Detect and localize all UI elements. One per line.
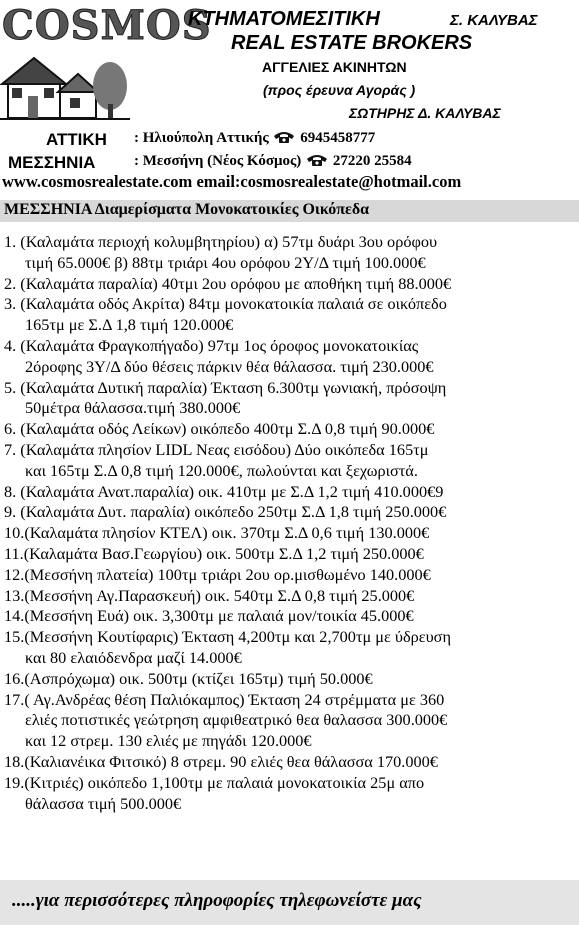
footer-banner: [0, 880, 579, 925]
office-attiki-place: : Ηλιούπολη Αττικής: [134, 130, 269, 146]
listing-item: [4, 606, 578, 627]
owner-name: ΣΩΤΗΡΗΣ Δ. ΚΑΛΥΒΑΣ: [349, 105, 501, 121]
region-attiki: ΑΤΤΙΚΗ: [46, 130, 107, 149]
header-line-ads: ΑΓΓΕΛΙΕΣ ΑΚΙΝΗΤΩΝ: [262, 59, 407, 75]
office-messinia-phone[interactable]: 27220 25584: [332, 153, 412, 169]
listing-line: 6. (Καλαμάτα οδός Λείκων) οικόπεδο 400τμ Σ.Δ 0,8 τιμή 90.000€: [4, 419, 435, 439]
listing-line: 7. (Καλαμάτα πλησίον LIDL Νεας εισόδου) Δύο οικόπεδα 165τμ: [4, 439, 429, 459]
section-header: [0, 200, 579, 222]
listing-line: 15.(Μεσσήνη Κουτίφαρις) Έκταση 4,200τμ και 2,700τμ με ύδρευση: [4, 627, 451, 647]
listing-line: ελιές ποτιστικές γεώτρηση αμφιθεατρικό θεα θαλασσα 300.000€: [25, 710, 448, 730]
listing-item: [4, 523, 578, 544]
office-attiki-phone[interactable]: 6945458777: [300, 130, 376, 146]
listing-item: [4, 502, 578, 523]
region-messinia: ΜΕΣΣΗΝΙΑ: [8, 153, 96, 172]
office-messinia-line: [134, 153, 412, 170]
listing-item: [4, 232, 578, 274]
contact-line: [2, 172, 461, 192]
listing-item: [4, 752, 578, 773]
listing-line: θάλασσα τιμή 500.000€: [25, 793, 182, 813]
company-title: ΚΤΗΜΑΤΟΜΕΣΙΤΙΚΗ: [188, 8, 380, 30]
listing-line: 18.(Καλιανέικα Φιτσικό) 8 στρεμ. 90 ελιές θεα θάλασσα 170.000€: [4, 751, 438, 771]
listing-line: 16.(Ασπρόχωμα) οικ. 500τμ (κτίζει 165τμ) τιμή 50.000€: [4, 668, 373, 688]
listing-line: 2. (Καλαμάτα παραλία) 40τμι 2ου ορόφου με αποθήκη τιμή 88.000€: [4, 273, 452, 293]
listing-item: [4, 440, 578, 482]
listing-line: και 80 ελαιόδενδρα μαζί 14.000€: [25, 647, 242, 667]
office-attiki-line: [134, 130, 375, 147]
listing-line: 14.(Μεσσήνη Ευά) οικ. 3,300τμ με παλαιά μον/τοικία 45.000€: [4, 606, 414, 626]
listing-item: [4, 336, 578, 378]
listing-line: τιμή 65.000€ β) 88τμ τριάρι 4ου ορόφου 2Υ/Δ τιμή 100.000€: [25, 252, 426, 272]
listing-line: 19.(Κιτριές) οικόπεδο 1,100τμ με παλαιά μονοκατοικία 25μ απο: [4, 772, 425, 792]
phone-icon: [272, 130, 296, 144]
listing-item: [4, 482, 578, 503]
section-title: ΜΕΣΣΗΝΙΑ Διαμερίσματα Μονοκατοικίες Οικόπεδα: [4, 201, 370, 218]
listing-line: 165τμ με Σ.Δ 1,8 τιμή 120.000€: [25, 315, 234, 335]
listing-item: [4, 294, 578, 336]
office-messinia-place: : Μεσσήνη (Νέος Κόσμος): [134, 153, 302, 169]
listing-item: [4, 419, 578, 440]
listing-item: [4, 690, 578, 752]
listing-item: [4, 274, 578, 295]
listing-line: 12.(Μεσσήνη πλατεία) 100τμ τριάρι 2ου ορ.μισθωμένο 140.000€: [4, 564, 431, 584]
listing-line: 1. (Καλαμάτα περιοχή κολυμβητηρίου) α) 57τμ δυάρι 3ου ορόφου: [4, 232, 438, 251]
listing-item: [4, 627, 578, 669]
email-link[interactable]: email:cosmosrealestate@hotmail.com: [196, 172, 462, 191]
listing-line: 11.(Καλαμάτα Βασ.Γεωργίου) οικ. 500τμ Σ.Δ 1,2 τιμή 250.000€: [4, 543, 424, 563]
footer-text: .....για περισσότερες πληροφορίες τηλεφωνείστε μας: [12, 890, 422, 911]
listing-line: 5. (Καλαμάτα Δυτική παραλία) Έκταση 6.300τμ γωνιακή, πρόσοψη: [4, 377, 447, 397]
listing-item: [4, 565, 578, 586]
listing-item: [4, 378, 578, 420]
listing-line: 10.(Καλαμάτα πλησίον ΚΤΕΛ) οικ. 370τμ Σ.Δ 0,6 τιμή 130.000€: [4, 523, 430, 543]
listing-line: 8. (Καλαμάτα Ανατ.παραλία) οικ. 410τμ με Σ.Δ 1,2 τιμή 410.000€9: [4, 481, 444, 501]
listing-line: 2όροφης 3Υ/Δ δύο θέσεις πάρκιν θέα θάλασσα. τιμή 230.000€: [25, 356, 434, 376]
listing-line: 9. (Καλαμάτα Δυτ. παραλία) οικόπεδο 250τμ Σ.Δ 1,8 τιμή 250.000€: [4, 502, 447, 522]
company-subtitle: REAL ESTATE BROKERS: [231, 32, 473, 54]
listing-line: 50μέτρα θάλασσα.τιμή 380.000€: [25, 398, 241, 418]
company-logo: COSMOS: [2, 2, 212, 49]
listing-item: [4, 544, 578, 565]
listing-item: [4, 773, 578, 815]
website-link[interactable]: www.cosmosrealestate.com: [2, 172, 193, 191]
listings-list: [4, 232, 578, 814]
listing-line: και 165τμ Σ.Δ 0,8 τιμή 120.000€, πωλούνται και ξεχωριστά.: [25, 460, 418, 480]
listing-item: [4, 669, 578, 690]
listing-item: [4, 586, 578, 607]
listing-line: 17.( Αγ.Ανδρέας θέση Παλιόκαμπος) Έκταση 24 στρέμματα με 360: [4, 689, 445, 709]
phone-icon: [305, 153, 329, 167]
house-logo-icon: [0, 52, 130, 124]
owner-short-name: Σ. ΚΑΛΥΒΑΣ: [450, 12, 538, 29]
listing-line: και 12 στρεμ. 130 ελιές με πηγάδι 120.000€: [25, 731, 312, 751]
listing-line: 13.(Μεσσήνη Αγ.Παρασκευή) οικ. 540τμ Σ.Δ 0,8 τιμή 25.000€: [4, 585, 415, 605]
header-line-research: (προς έρευνα Αγοράς ): [263, 82, 416, 98]
listing-line: 4. (Καλαμάτα Φραγκοπήγαδο) 97τμ 1ος όροφος μονοκατοικίας: [4, 335, 419, 355]
listing-line: 3. (Καλαμάτα οδός Ακρίτα) 84τμ μονοκατοικία παλαιά σε οικόπεδο: [4, 294, 447, 314]
